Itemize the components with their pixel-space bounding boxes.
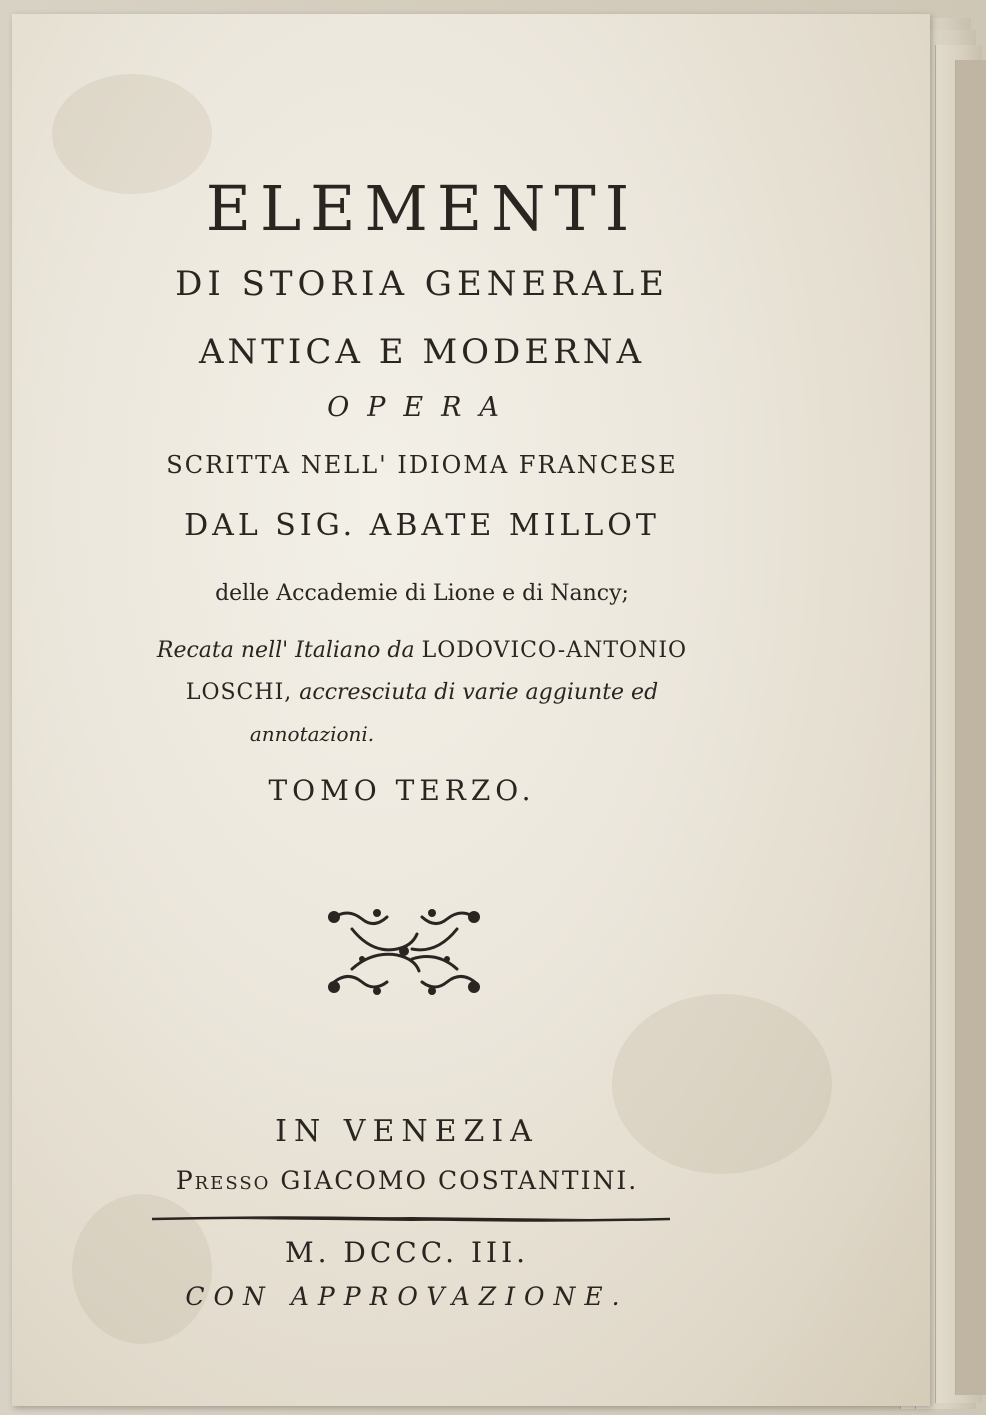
translator-line-2 [12,680,832,705]
publication-year: M. DCCC. III. [284,1236,530,1269]
subtitle-line-1: DI STORIA GENERALE [175,264,669,304]
author-line [12,508,832,543]
augmented-note: accresciuta di varie aggiunte ed [299,680,659,705]
printer-line: Presso GIACOMO COSTANTINI. [175,1166,639,1195]
author-prefix: DAL SIG. [184,508,357,543]
translator-last-name: LOSCHI, [185,680,293,705]
translator-line-1 [12,638,832,663]
author-name: ABATE MILLOT [369,508,660,543]
approval-line: CON APPROVAZIONE. [185,1282,629,1311]
subtitle-line-2: ANTICA E MODERNA [198,332,646,372]
publication-place: IN VENEZIA [275,1114,539,1149]
floral-vignette-icon [322,899,487,1009]
book-title: ELEMENTI [205,172,639,245]
opera-label: OPERA [327,392,517,423]
original-language-line: SCRITTA NELL' IDIOMA FRANCESE [166,451,678,479]
translator-intro: Recata nell' Italiano da [156,638,415,663]
page-edge [955,60,986,1395]
decorative-rule-icon [152,1216,670,1222]
volume-label: TOMO TERZO. [268,774,536,807]
annotations-line: annotazioni. [249,722,375,746]
author-academies: delle Accademie di Lione e di Nancy; [215,581,629,606]
translator-first-name: LODOVICO-ANTONIO [421,638,688,663]
title-page [12,14,930,1406]
